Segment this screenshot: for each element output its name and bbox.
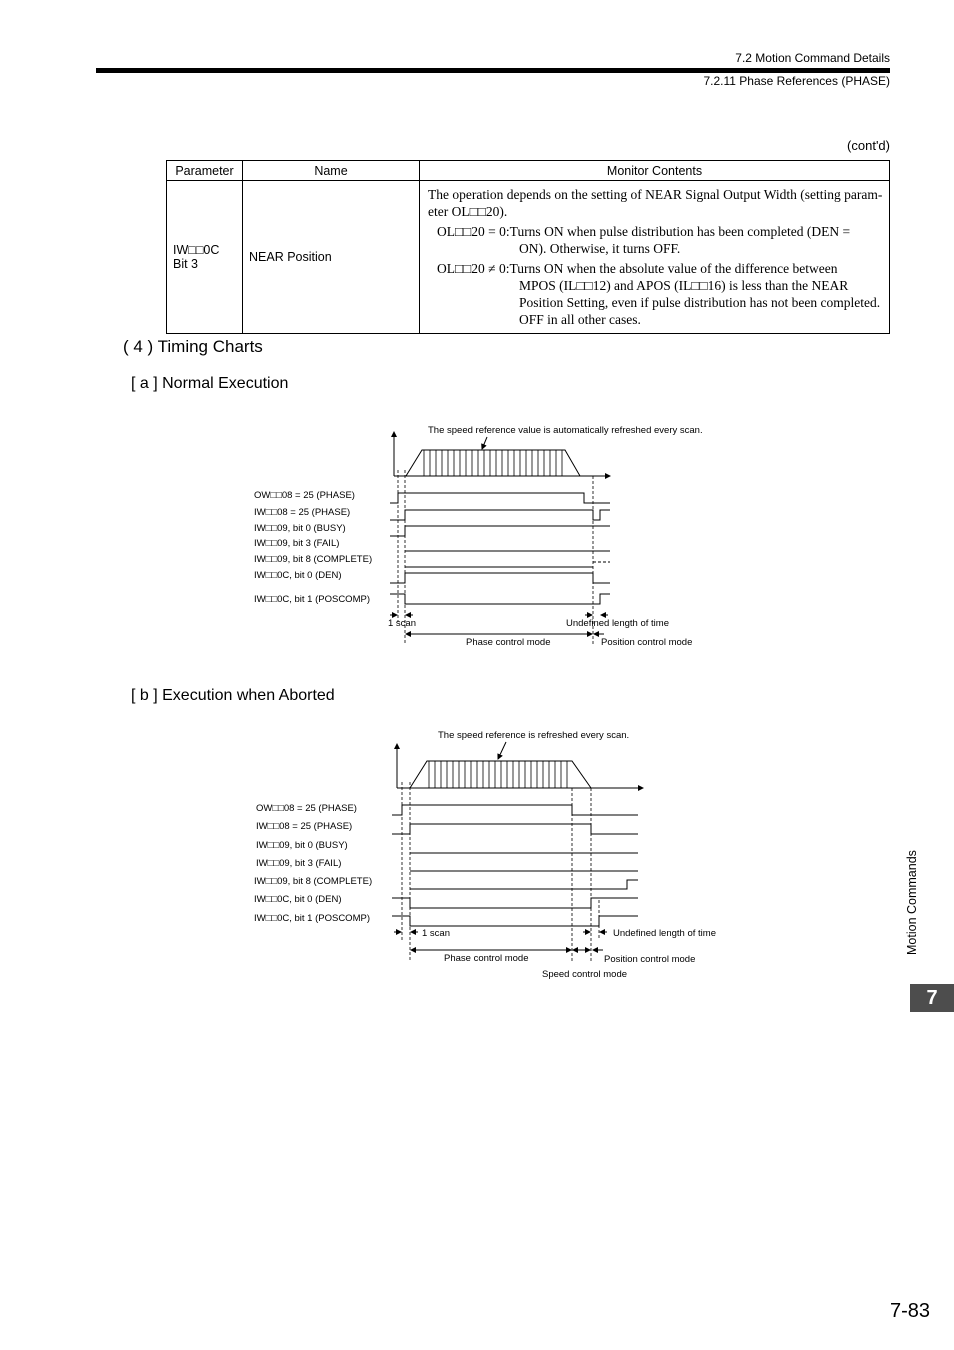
contents-item-2-cont: MPOS (IL□□12) and APOS (IL□□16) is less than the NEAR Position Setting, even if pulse distribution has not been completed. OFF in all other cases. <box>519 278 881 327</box>
chart-a-position-mode-label: Position control mode <box>601 637 693 648</box>
contents-item-2-lead: OL□□20 ≠ 0:Turns ON when the absolute value of the difference between <box>437 261 838 276</box>
contents-paragraph: The operation depends on the setting of NEAR Signal Output Width (setting param- eter OL□□20). <box>428 187 883 219</box>
sidebar-chapter-label: Motion Commands <box>905 850 919 955</box>
param-register: IW□□0C <box>173 243 220 257</box>
header-subsection-title: 7.2.11 Phase References (PHASE) <box>703 74 890 88</box>
heading-normal-execution: [ a ] Normal Execution <box>131 375 289 392</box>
chart-b-speed-profile <box>410 761 591 788</box>
chart-b-signal-label: IW□□09, bit 8 (COMPLETE) <box>254 876 373 887</box>
chart-b-signal-label: IW□□0C, bit 1 (POSCOMP) <box>254 913 370 924</box>
heading-execution-aborted: [ b ] Execution when Aborted <box>131 687 335 704</box>
continued-label: (cont'd) <box>847 138 890 153</box>
chart-b-signal-label: IW□□08 = 25 (PHASE) <box>256 821 353 832</box>
chart-b-phase-mode-label: Phase control mode <box>444 953 529 964</box>
chart-b-wave-ow08 <box>392 805 638 815</box>
chapter-tab: 7 <box>910 984 954 1012</box>
chart-a-phase-mode-label: Phase control mode <box>466 637 551 648</box>
col-header-monitor-contents: Monitor Contents <box>420 161 890 181</box>
col-header-parameter: Parameter <box>167 161 243 181</box>
chart-a-signal-label: IW□□09, bit 3 (FAIL) <box>254 538 340 549</box>
chart-b-wave-complete <box>410 880 638 889</box>
chart-a-signal-label: OW□□08 = 25 (PHASE) <box>254 490 355 501</box>
chart-a-note: The speed reference value is automatically refreshed every scan. <box>428 425 703 436</box>
contents-item-1-cont: ON). Otherwise, it turns OFF. <box>519 241 681 256</box>
param-bit: Bit 3 <box>173 257 199 271</box>
chart-b-scan-label: 1 scan <box>422 928 450 939</box>
chart-a-signal-label: IW□□09, bit 0 (BUSY) <box>254 523 346 534</box>
chart-b-note: The speed reference is refreshed every scan. <box>438 730 630 741</box>
chart-b-position-mode-label: Position control mode <box>604 954 696 965</box>
chart-a-signal-label: IW□□0C, bit 0 (DEN) <box>254 570 342 581</box>
chart-b-wave-poscomp <box>392 916 638 926</box>
chart-b-speed-mode-label: Speed control mode <box>542 969 628 980</box>
chart-b-signal-label: IW□□09, bit 0 (BUSY) <box>256 840 348 851</box>
chart-a-scan-label: 1 scan <box>388 618 416 629</box>
chart-b-signal-label: OW□□08 = 25 (PHASE) <box>256 803 357 814</box>
chart-a-undefined-label: Undefined length of time <box>566 618 669 629</box>
col-header-name: Name <box>243 161 420 181</box>
chart-b-wave-iw08 <box>392 824 638 834</box>
page-number: 7-83 <box>889 1300 930 1322</box>
chart-b-wave-den <box>392 898 638 908</box>
contents-item-1-lead: OL□□20 = 0:Turns ON when pulse distribution has been completed (DEN = <box>437 224 851 239</box>
chart-a-signal-label: IW□□08 = 25 (PHASE) <box>254 507 351 518</box>
name-cell: NEAR Position <box>243 181 420 334</box>
chart-b-signal-label: IW□□09, bit 3 (FAIL) <box>256 858 342 869</box>
heading-timing-charts: ( 4 ) Timing Charts <box>123 337 263 356</box>
chart-b-undefined-label: Undefined length of time <box>613 928 716 939</box>
header-section-title: 7.2 Motion Command Details <box>735 51 890 65</box>
chart-b-speed-hatch <box>429 761 567 788</box>
chart-a-signal-label: IW□□09, bit 8 (COMPLETE) <box>254 554 373 565</box>
chart-b-note-arrow <box>498 742 506 759</box>
chart-a-signal-label: IW□□0C, bit 1 (POSCOMP) <box>254 594 370 605</box>
chart-b-signal-label: IW□□0C, bit 0 (DEN) <box>254 894 342 905</box>
